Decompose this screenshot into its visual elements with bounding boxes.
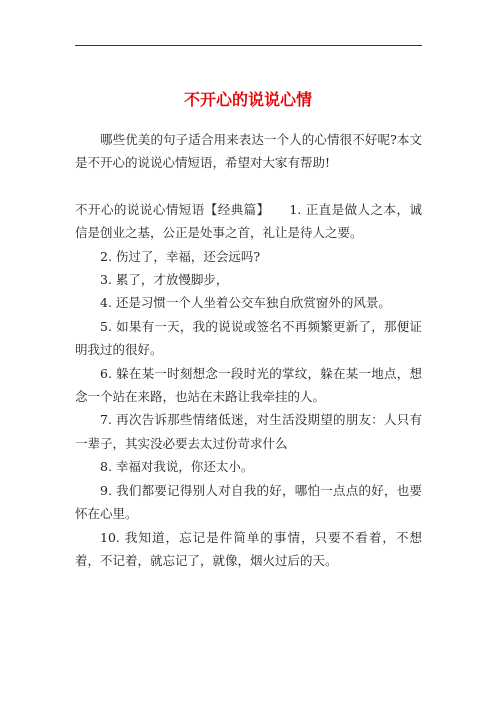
list-item: 5. 如果有一天，我的说说或签名不再频繁更新了，那便证明我过的很好。 (75, 318, 422, 358)
list-item: 3. 累了，才放慢脚步， (100, 272, 229, 288)
paragraph-gap (75, 175, 422, 198)
header-rule (75, 45, 422, 46)
page-title: 不开心的说说心情 (183, 90, 312, 109)
document-body (75, 128, 422, 572)
list-item: 10. 我知道，忘记是件简单的事情，只要不看着，不想着，不记着，就忘记了，就像，烟火过后的天。 (75, 529, 422, 568)
list-item: 6. 躲在某一时刻想念一段时光的掌纹，躲在某一地点，想念一个站在来路，也站在未路让我牵挂的人。 (75, 365, 422, 405)
intro-paragraph: 哪些优美的句子适合用来表达一个人的心情很不好呢?本文是不开心的说说心情短语，希望对大家有帮助! (75, 132, 422, 171)
list-item: 4. 还是习惯一个人坐着公交车独自欣赏窗外的风景。 (100, 295, 391, 311)
list-item: 2. 伤过了，幸福，还会远吗? (100, 248, 261, 264)
list-item: 7. 再次告诉那些情绪低迷，对生活没期望的朋友：人只有一辈子，其实没必要去太过份苛求什么 (75, 412, 422, 451)
list-item: 8. 幸福对我说，你还太小。 (100, 459, 254, 475)
list-item: 9. 我们都要记得别人对自我的好，哪怕一点点的好，也要怀在心里。 (75, 482, 422, 522)
section-heading-paragraph: 不开心的说说心情短语【经典篇】 1. 正直是做人之本，诚信是创业之基，公正是处事之首，礼让是待人之要。 (75, 201, 422, 241)
